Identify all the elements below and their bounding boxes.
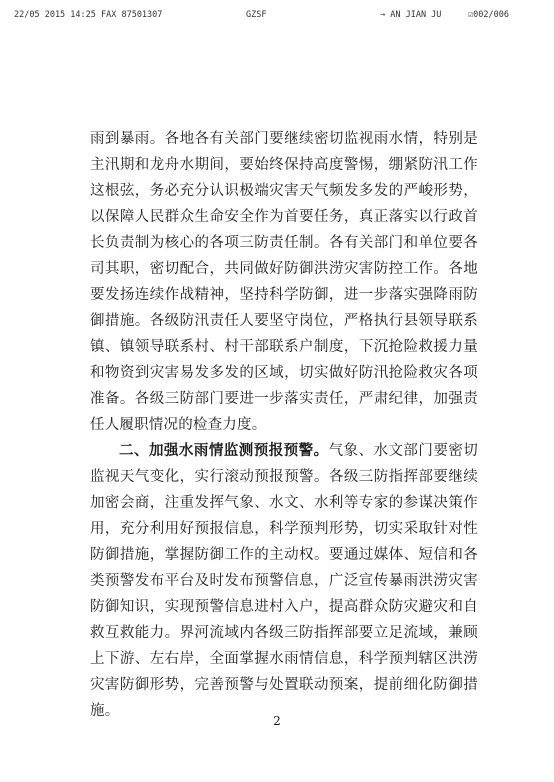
paragraph-1: 雨到暴雨。各地各有关部门要继续密切监视雨水情，特别是主汛期和龙舟水期间，要始终保持高度警惕，绷紧防汛工作这根弦，务必充分认识极端灾害天气频发多发的严峻形势，以保障人民群众生命安全作为首要任务，真正落实以行政首长负责制为核心的各项三防责任制。各有关部门和单位要各司其职，密切配合，共同做好防御洪涝灾害防控工作。各地要发扬连续作战精神，坚持科学防御，进一步落实强降雨防御措施。各级防汛责任人要坚守岗位，严格执行县领导联系镇、镇领导联系村、村干部联系户制度，下沉抢险救援力量和物资到灾害易发多发的区域，切实做好防汛抢险救灾各项准备。各级三防部门要进一步落实责任，严肃纪律，加强责任人履职情况的检查力度。 — [90, 131, 478, 433]
paragraph-2-body: 气象、水文部门要密切监视天气变化，实行滚动预报预警。各级三防指挥部要继续加密会商，注重发挥气象、水文、水利等专家的参谋决策作用，充分利用好预报信息，科学预判形势，切实采取针对性防御措施，掌握防御工作的主动权。要通过媒体、短信和各类预警发布平台及时发布预警信息，广泛宣传暴雨洪涝灾害防御知识，实现预警信息进村入户，提高群众防灾避灾和自救互救能力。界河流域内各级三防指挥部要立足流域，兼顾上下游、左右岸，全面掌握水雨情信息，科学预判辖区洪涝灾害防御形势，完善预警与处置联动预案，提前细化防御措施。 — [90, 443, 478, 719]
fax-code: GZSF — [246, 10, 267, 20]
page-number: 2 — [273, 714, 281, 728]
fax-header — [14, 10, 540, 24]
fax-sender: → AN JIAN JU — [380, 10, 442, 20]
section-heading: 二、加强水雨情监测预报预警。 — [119, 442, 329, 459]
fax-page-marker: ☑002/006 — [468, 10, 509, 20]
paragraph-2 — [90, 438, 478, 724]
fax-timestamp: 22/05 2015 14:25 FAX 87501307 — [14, 10, 163, 20]
document-body — [90, 126, 478, 724]
